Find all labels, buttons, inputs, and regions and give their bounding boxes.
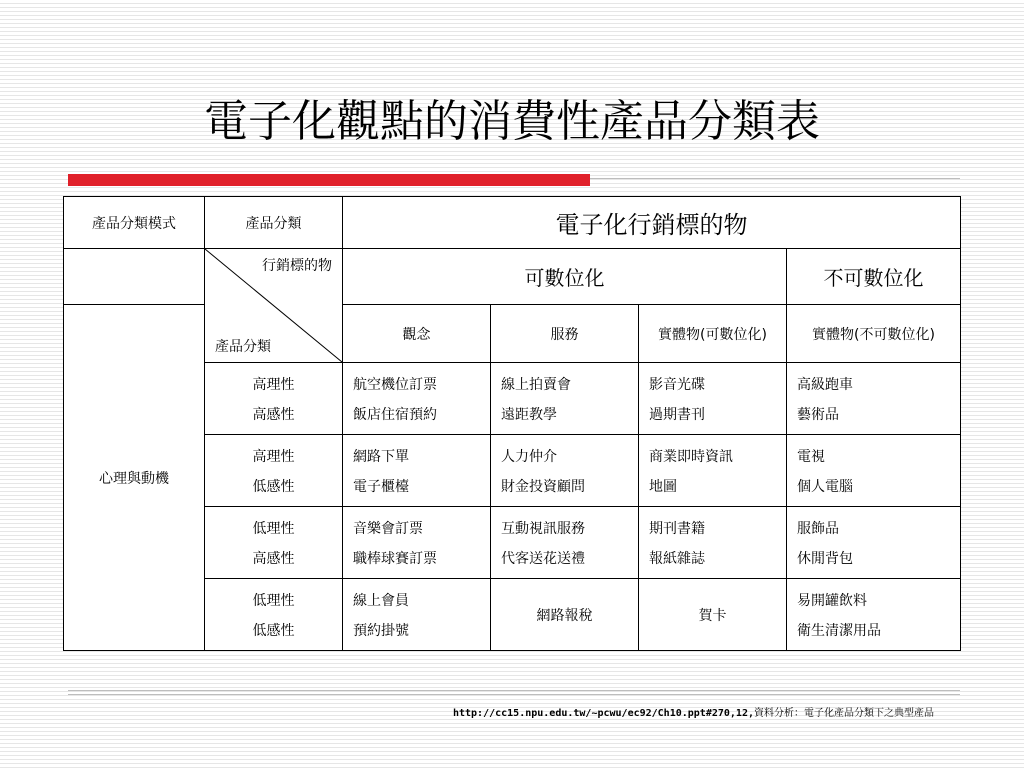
table-header-row-1 [64,197,961,249]
source-footer [453,704,934,719]
source-url: http://cc15.npu.edu.tw/~pcwu/ec92/Ch10.ppt#270,12, [452,708,754,719]
table-cell: 互動視訊服務 [501,520,585,537]
table-cell: 休閒背包 [797,550,853,567]
psych-label: 低理性 [252,520,295,537]
diagonal-top-label: 行銷標的物 [262,258,332,274]
table-cell: 飯店住宿預約 [353,406,437,423]
col-header-physical-digital: 實體物(可數位化) [639,305,787,363]
header-non-digitizable: 不可數位化 [787,249,961,305]
table-cell: 報紙雜誌 [649,550,705,567]
table-cell: 線上會員 [353,592,409,609]
table-cell: 電子櫃檯 [353,478,409,495]
table-cell: 易開罐飲料 [797,592,867,609]
table-cell: 預約掛號 [353,622,409,639]
footer-divider [68,694,960,695]
col-header-physical-nondigital: 實體物(不可數位化) [787,305,961,363]
psych-label: 低理性 [252,592,295,609]
table-cell: 影音光碟 [649,376,705,393]
table-cell: 線上拍賣會 [501,376,571,393]
footer-divider [68,690,960,691]
psych-label: 低感性 [252,478,295,495]
psych-label: 低感性 [252,622,295,639]
col-header-service: 服務 [491,305,639,363]
header-category: 產品分類 [205,197,343,249]
table-cell: 衛生清潔用品 [797,622,881,639]
header-blank [64,249,205,305]
psych-label: 高理性 [252,448,295,465]
table-cell: 人力仲介 [501,448,557,465]
table-cell: 高級跑車 [797,376,853,393]
table-cell: 財金投資顧問 [501,478,585,495]
source-note: 資料分析：電子化產品分類下之典型產品 [754,708,934,719]
table-cell: 代客送花送禮 [501,550,585,567]
diagonal-bottom-label: 產品分類 [215,339,271,355]
title-underline-thin [590,178,960,179]
title-underline-bar [68,174,590,186]
table-cell: 網路下單 [353,448,409,465]
table-cell: 過期書刊 [649,406,705,423]
row-group-label: 心理與動機 [64,305,205,651]
table-cell: 網路報稅 [491,579,639,651]
table-cell: 藝術品 [797,406,839,423]
table-cell: 服飾品 [797,520,839,537]
table-cell: 職棒球賽訂票 [353,550,437,567]
table-cell: 電視 [797,448,825,465]
col-header-concept: 觀念 [343,305,491,363]
psych-label: 高感性 [252,550,295,567]
table-cell: 賀卡 [639,579,787,651]
table-header-row-3 [64,305,961,363]
table-cell: 地圖 [649,478,677,495]
table-cell: 航空機位訂票 [353,376,437,393]
header-mode: 產品分類模式 [64,197,205,249]
table-cell: 商業即時資訊 [649,448,733,465]
table-cell: 期刊書籍 [649,520,705,537]
header-digitizable: 可數位化 [343,249,787,305]
psych-label: 高理性 [252,376,295,393]
table-cell: 遠距教學 [501,406,557,423]
header-target: 電子化行銷標的物 [343,197,961,249]
classification-table [63,196,961,651]
psych-label: 高感性 [252,406,295,423]
slide-title: 電子化觀點的消費性產品分類表 [204,96,820,147]
table-header-row-2 [64,249,961,305]
table-cell: 個人電腦 [797,478,853,495]
diagonal-header-cell [205,249,343,363]
table-cell: 音樂會訂票 [353,520,423,537]
